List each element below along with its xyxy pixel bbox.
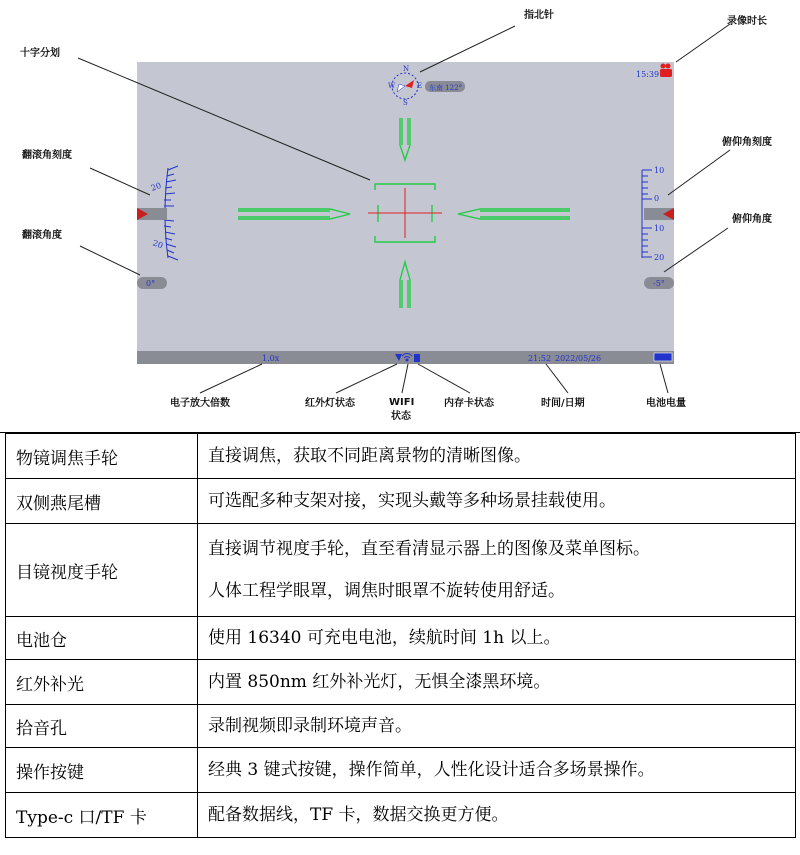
- feature-table-body: [6, 434, 796, 838]
- table-row: [6, 434, 796, 479]
- feature-description: [198, 660, 796, 705]
- feature-description: [198, 793, 796, 838]
- compass-n: N: [403, 65, 410, 73]
- compass-s: S: [403, 99, 408, 107]
- feature-description: [198, 748, 796, 793]
- callout-roll-angle: 翻滚角度: [22, 230, 62, 241]
- feature-name: 目镜视度手轮: [6, 524, 198, 617]
- table-row: [6, 617, 796, 660]
- callout-wifi-line1: WIFI: [389, 397, 415, 408]
- table-row: [6, 705, 796, 748]
- battery-icon: [654, 353, 672, 361]
- zoom-value: 1.0x: [262, 354, 280, 363]
- feature-description: [198, 705, 796, 748]
- feature-description: [198, 434, 796, 479]
- table-row: [6, 748, 796, 793]
- time-value: 21:52: [528, 354, 552, 363]
- sd-card-icon: [414, 354, 420, 362]
- description-line: 人体工程学眼罩，调焦时眼罩不旋转使用舒适。: [208, 581, 565, 601]
- description-line: 直接调焦，获取不同距离景物的清晰图像。: [208, 446, 531, 466]
- callout-datetime: 时间/日期: [541, 398, 585, 409]
- table-row: [6, 660, 796, 705]
- compass-w: W: [388, 82, 396, 90]
- callout-record-time: 录像时长: [727, 16, 767, 27]
- callout-compass: 指北针: [524, 10, 554, 21]
- feature-name: 红外补光: [6, 660, 198, 705]
- pitch-tick-1: 10: [654, 166, 665, 175]
- callout-crosshair: 十字分划: [20, 48, 60, 59]
- callout-pitch-angle: 俯仰角度: [732, 214, 772, 225]
- callout-pitch-scale: 俯仰角刻度: [722, 137, 772, 148]
- date-value: 2022/05/26: [555, 354, 602, 363]
- compass-e: E: [417, 82, 423, 90]
- feature-table: [5, 433, 796, 838]
- callout-battery: 电池电量: [646, 398, 686, 409]
- description-line: 内置 850nm 红外补光灯，无惧全漆黑环境。: [208, 672, 551, 692]
- callout-roll-scale: 翻滚角刻度: [22, 150, 72, 161]
- record-time-value: 15:39: [636, 70, 660, 79]
- feature-name: 电池仓: [6, 617, 198, 660]
- callout-zoom: 电子放大倍数: [170, 398, 230, 409]
- description-line: 录制视频即录制环境声音。: [208, 716, 412, 736]
- roll-tick-bottom: 20: [151, 238, 165, 251]
- roll-angle-value: 0°: [146, 279, 156, 288]
- description-line: 经典 3 键式按键，操作简单，人性化设计适合多场景操作。: [208, 760, 655, 780]
- feature-name: 操作按键: [6, 748, 198, 793]
- description-line: 使用 16340 可充电电池，续航时间 1h 以上。: [208, 628, 561, 648]
- description-line: 配备数据线，TF 卡，数据交换更方便。: [208, 805, 509, 825]
- pitch-tick-4: 20: [654, 253, 665, 262]
- pitch-tick-2: 0: [654, 194, 660, 203]
- description-line: 可选配多种支架对接，实现头戴等多种场景挂载使用。: [208, 491, 616, 511]
- callout-wifi-line2: 状态: [391, 411, 411, 422]
- table-row: [6, 524, 796, 617]
- feature-name: 双侧燕尾槽: [6, 479, 198, 524]
- feature-description: [198, 617, 796, 660]
- pitch-angle-value: -5°: [653, 279, 665, 288]
- feature-name: Type-c 口/TF 卡: [6, 793, 198, 838]
- table-row: [6, 479, 796, 524]
- roll-tick-top: 20: [149, 180, 163, 193]
- feature-name: 拾音孔: [6, 705, 198, 748]
- pitch-tick-3: 10: [654, 224, 665, 233]
- feature-name: 物镜调焦手轮: [6, 434, 198, 479]
- feature-description: [198, 479, 796, 524]
- callout-sd-card: 内存卡状态: [444, 398, 494, 409]
- heading-value: 东南 122°: [429, 84, 463, 92]
- feature-description: [198, 524, 796, 617]
- description-line: 直接调节视度手轮，直至看清显示器上的图像及菜单图标。: [208, 539, 650, 559]
- callout-ir-led: 红外灯状态: [305, 398, 355, 409]
- record-camera-icon: [660, 64, 672, 78]
- table-row: [6, 793, 796, 838]
